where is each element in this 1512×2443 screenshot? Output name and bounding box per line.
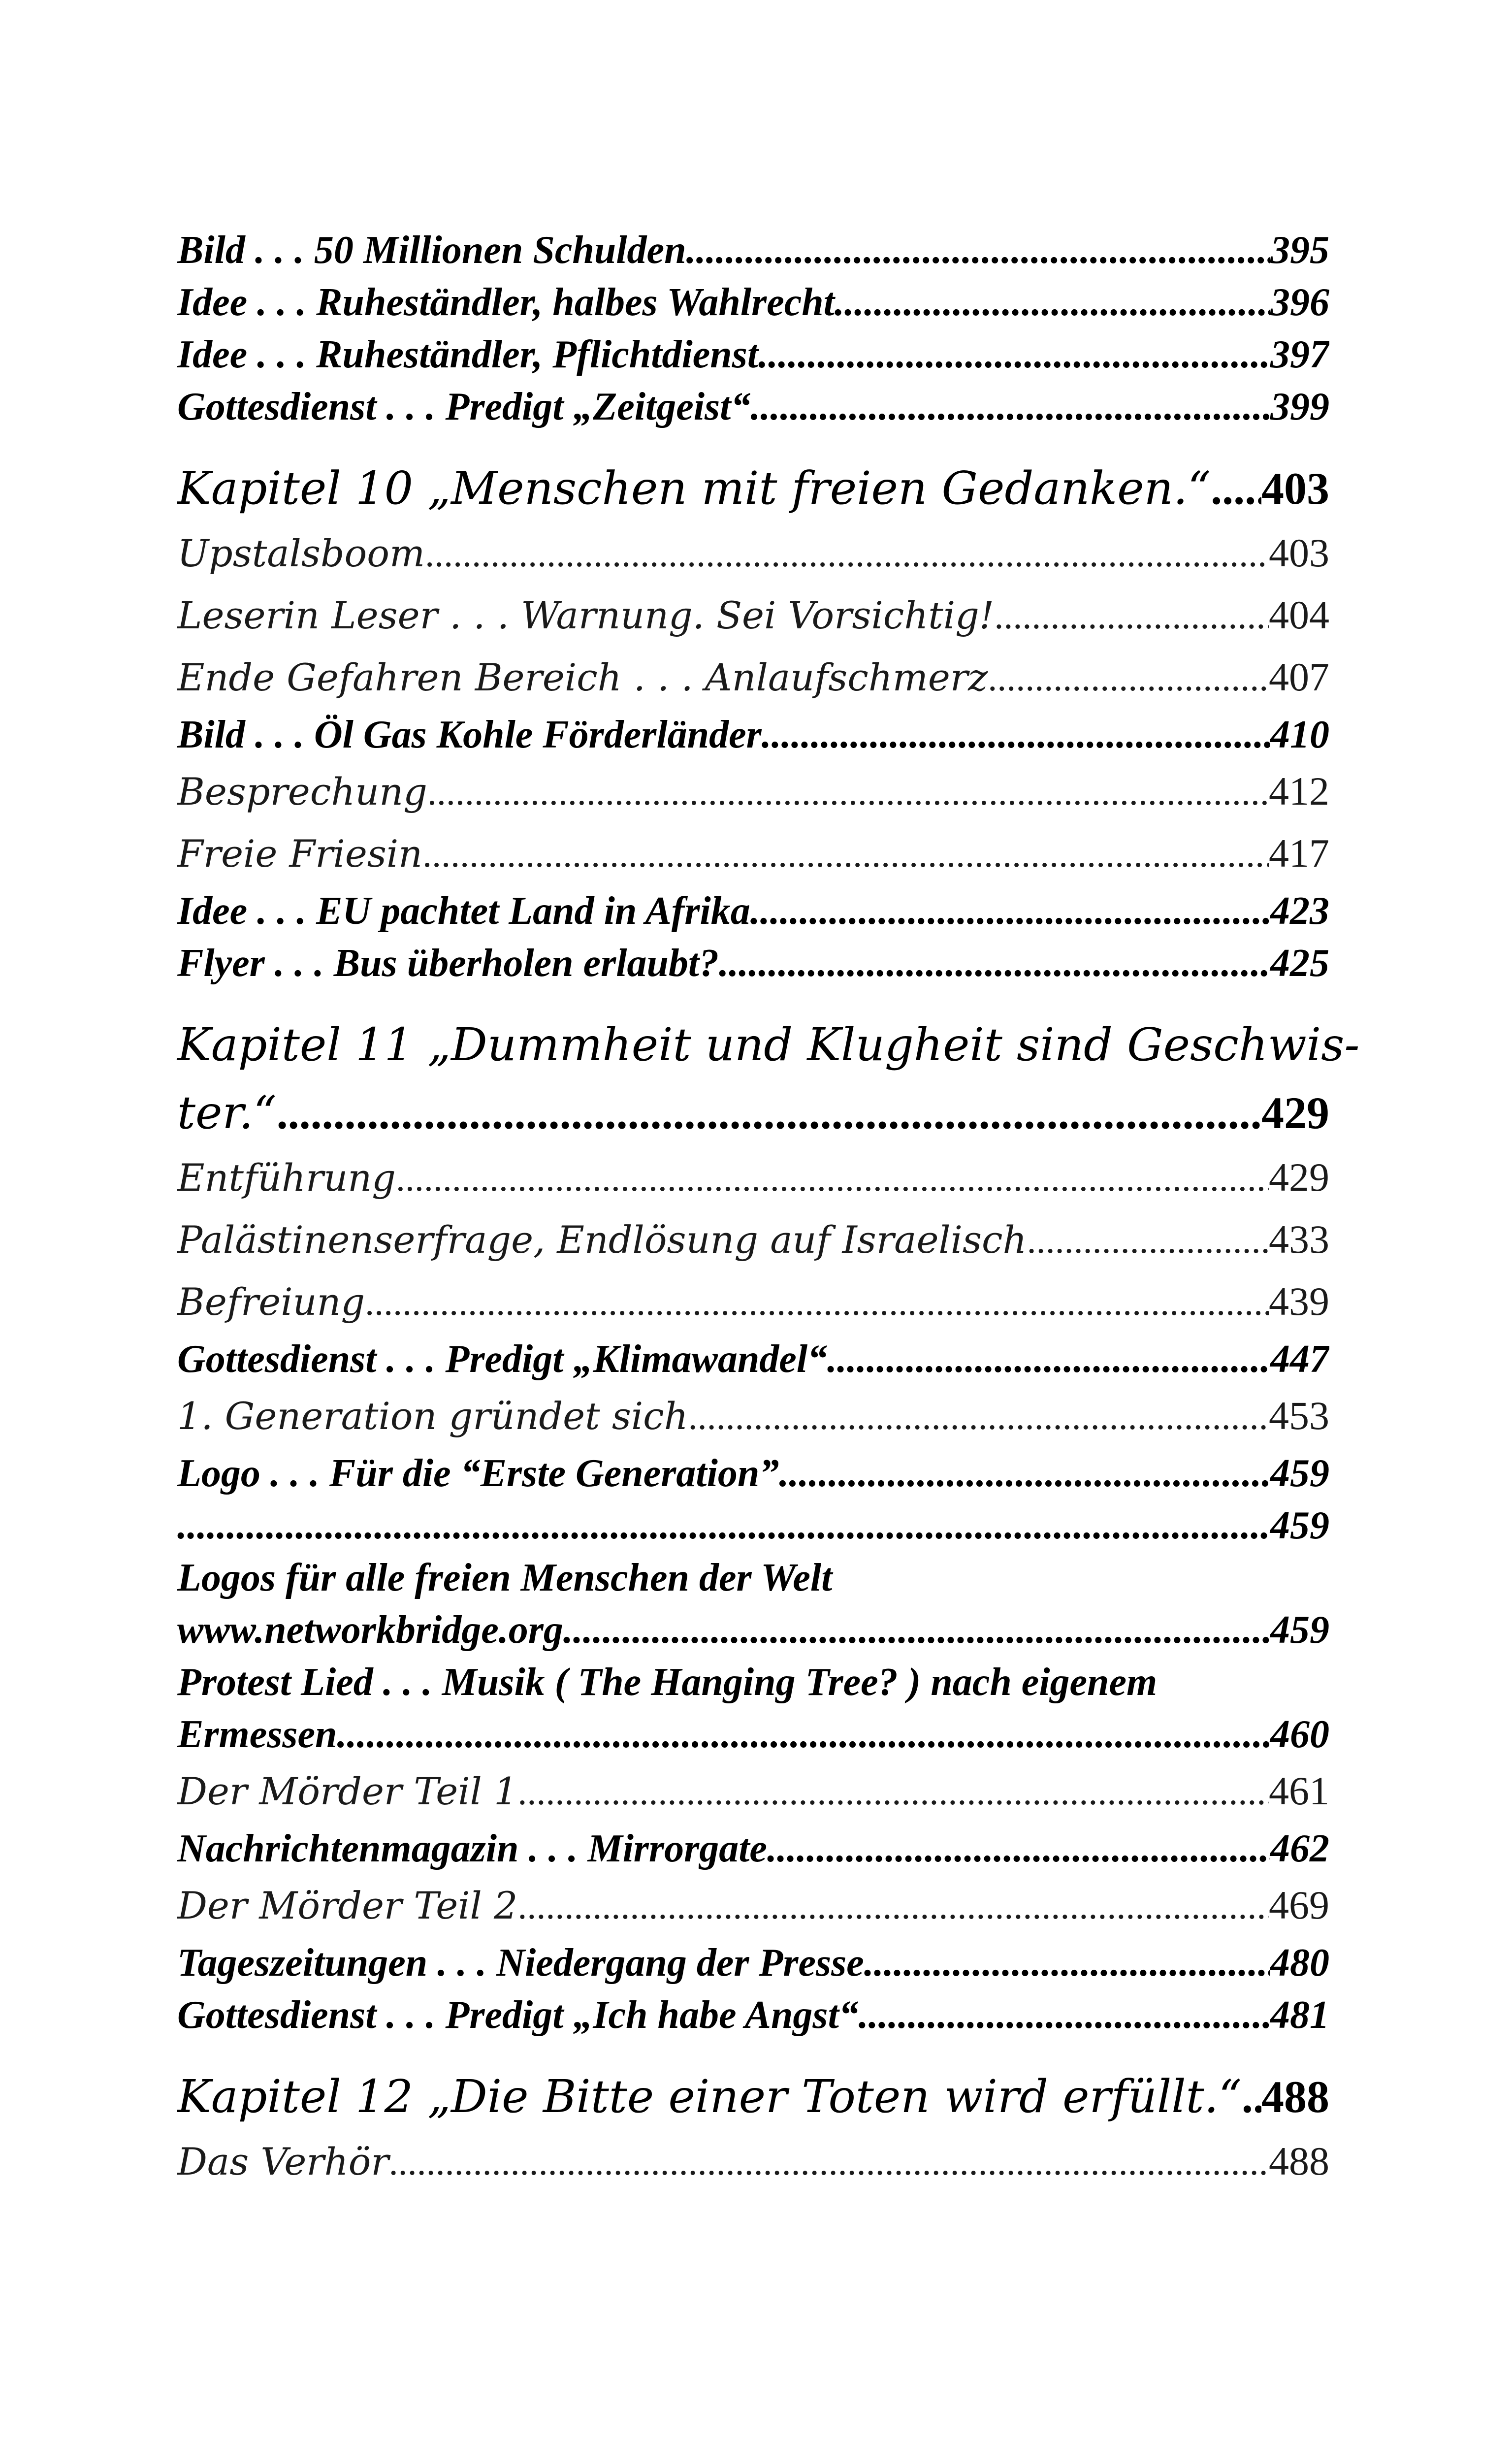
leader-dots xyxy=(422,824,1269,885)
toc-entry-title: Befreiung xyxy=(177,1280,365,1324)
toc-entry-title-line1: Logos für alle freien Menschen der Welt xyxy=(177,1556,833,1599)
toc-entry-page: 459 xyxy=(1270,1608,1329,1652)
toc-entry-title: Gottesdienst . . . Predigt „Klimawandel“ xyxy=(177,1337,828,1381)
leader-dots xyxy=(365,1272,1269,1333)
toc-entry-page: 410 xyxy=(1270,713,1329,756)
toc-entry xyxy=(177,585,1329,647)
leader-dots xyxy=(994,586,1269,647)
leader-dots xyxy=(1027,1210,1269,1271)
chapter-heading xyxy=(177,1079,1329,1147)
leader-dots xyxy=(686,224,1270,276)
leader-dots xyxy=(1242,2063,1261,2131)
chapter-page: 488 xyxy=(1261,2072,1329,2122)
leader-dots xyxy=(396,1148,1269,1209)
toc-entry-page: 453 xyxy=(1269,1393,1329,1438)
toc-entry-title: Ende Gefahren Bereich . . . Anlaufschmerz xyxy=(177,655,988,699)
toc-entry-title: Der Mörder Teil 2 xyxy=(177,1884,518,1927)
toc-entry-page: 417 xyxy=(1269,831,1329,876)
toc-entry-page: 425 xyxy=(1270,942,1329,985)
leader-dots xyxy=(563,1604,1270,1656)
leader-dots xyxy=(750,885,1270,937)
toc-entry xyxy=(177,1499,1329,1552)
toc-entry-title: Logo . . . Für die “Erste Generation” xyxy=(177,1452,779,1495)
toc-entry xyxy=(177,1604,1329,1656)
toc-entry-page: 397 xyxy=(1270,333,1329,376)
toc-entry xyxy=(177,1760,1329,1823)
leader-dots xyxy=(719,937,1270,989)
toc-entry-page: 396 xyxy=(1270,281,1329,324)
toc-entry xyxy=(177,885,1329,937)
toc-entry-title: Besprechung xyxy=(177,770,427,814)
toc-entry-title: Bild . . . 50 Millionen Schulden xyxy=(177,228,686,272)
toc-entry-title: Palästinenserfrage, Endlösung auf Israelisch xyxy=(177,1218,1027,1262)
leader-dots xyxy=(767,1823,1270,1875)
toc-entry xyxy=(177,1447,1329,1499)
toc-entry-page: 423 xyxy=(1270,889,1329,933)
toc-entry xyxy=(177,328,1329,381)
toc-entry-title: www.networkbridge.org xyxy=(177,1608,563,1652)
toc-entry-page: 404 xyxy=(1269,592,1329,637)
toc-entry xyxy=(177,1823,1329,1875)
toc-entry-page: 403 xyxy=(1269,530,1329,575)
chapter-heading xyxy=(177,455,1329,522)
toc-entry xyxy=(177,1209,1329,1271)
toc-entry-page: 469 xyxy=(1269,1883,1329,1927)
leader-dots xyxy=(688,1386,1269,1447)
leader-dots xyxy=(758,328,1270,381)
toc-entry xyxy=(177,1147,1329,1209)
toc-entry xyxy=(177,937,1329,989)
chapter-title: Kapitel 10 „Menschen mit freien Gedanken.“ xyxy=(177,462,1211,515)
toc-entry xyxy=(177,647,1329,709)
toc-entry xyxy=(177,381,1329,433)
leader-dots xyxy=(177,1499,1270,1552)
leader-dots xyxy=(750,381,1270,433)
toc-entry-title: Idee . . . Ruheständler, halbes Wahlrecht xyxy=(177,281,835,324)
toc-entry-title: Idee . . . Ruheständler, Pflichtdienst xyxy=(177,333,759,376)
toc-entry xyxy=(177,823,1329,885)
leader-dots xyxy=(779,1447,1270,1499)
chapter-title: Kapitel 12 „Die Bitte einer Toten wird erfüllt.“ xyxy=(177,2070,1242,2123)
toc-entry xyxy=(177,1937,1329,1989)
leader-dots xyxy=(988,648,1269,709)
toc-entry-title: Der Mörder Teil 1 xyxy=(177,1769,518,1813)
toc-entry-title: Das Verhör xyxy=(177,2140,389,2183)
toc-entry-title: Idee . . . EU pachtet Land in Afrika xyxy=(177,889,750,933)
toc-entry-page: 412 xyxy=(1269,769,1329,814)
leader-dots xyxy=(337,1708,1271,1760)
toc-entry-page: 407 xyxy=(1269,654,1329,699)
toc-entry-title: Leserin Leser . . . Warnung. Sei Vorsichtig! xyxy=(177,593,995,637)
toc-entry xyxy=(177,1385,1329,1447)
toc-entry-page: 462 xyxy=(1270,1827,1329,1870)
chapter-heading xyxy=(177,2063,1329,2131)
leader-dots xyxy=(864,1937,1270,1989)
leader-dots xyxy=(427,762,1269,823)
toc-entry-title: Entführung xyxy=(177,1156,396,1200)
toc-entry xyxy=(177,1708,1329,1760)
toc-entry-page: 395 xyxy=(1270,228,1329,272)
toc-entry xyxy=(177,1333,1329,1385)
toc-entry-title-line1: Protest Lied . . . Musik ( The Hanging Tree? ) nach eigenem xyxy=(177,1661,1158,1704)
toc-entry-title: Gottesdienst . . . Predigt „Zeitgeist“ xyxy=(177,385,751,428)
toc-entry-page: 447 xyxy=(1270,1337,1329,1381)
toc-entry xyxy=(177,224,1329,276)
leader-dots xyxy=(835,276,1270,328)
chapter-page: 403 xyxy=(1261,463,1329,514)
chapter-page: 429 xyxy=(1261,1088,1329,1138)
leader-dots xyxy=(859,1989,1270,2041)
toc-entry xyxy=(177,761,1329,823)
toc-entry xyxy=(177,276,1329,328)
toc-entry xyxy=(177,709,1329,761)
toc-entry xyxy=(177,1989,1329,2041)
toc-entry xyxy=(177,522,1329,585)
chapter-title: ter.“ xyxy=(177,1086,277,1139)
toc-entry-title: Nachrichtenmagazin . . . Mirrorgate xyxy=(177,1827,767,1870)
toc-entry-title: Flyer . . . Bus überholen erlaubt? xyxy=(177,942,719,985)
toc-entry-page: 488 xyxy=(1269,2139,1329,2183)
toc-entry-page: 480 xyxy=(1270,1941,1329,1985)
leader-dots xyxy=(517,1761,1269,1823)
leader-dots xyxy=(517,1876,1269,1937)
toc-entry-page: 459 xyxy=(1270,1452,1329,1495)
leader-dots xyxy=(1211,455,1261,522)
toc-entry-title: Tageszeitungen . . . Niedergang der Presse xyxy=(177,1941,864,1985)
table-of-contents xyxy=(177,224,1360,2193)
chapter-title-line1: Kapitel 11 „Dummheit und Klugheit sind Geschwis- xyxy=(177,1018,1360,1071)
toc-entry-page: 459 xyxy=(1270,1504,1329,1547)
toc-entry-page: 439 xyxy=(1269,1279,1329,1324)
leader-dots xyxy=(277,1079,1261,1147)
toc-entry-page: 461 xyxy=(1269,1768,1329,1813)
leader-dots xyxy=(425,523,1269,585)
toc-entry xyxy=(177,1271,1329,1333)
toc-entry xyxy=(177,1875,1329,1937)
toc-entry-title: Gottesdienst . . . Predigt „Ich habe Angst“ xyxy=(177,1993,859,2037)
toc-entry-page: 460 xyxy=(1270,1713,1329,1756)
toc-entry-page: 399 xyxy=(1270,385,1329,428)
toc-entry-title: Upstalsboom xyxy=(177,531,425,575)
leader-dots xyxy=(389,2132,1269,2193)
toc-entry xyxy=(177,2131,1329,2193)
leader-dots xyxy=(762,709,1270,761)
toc-entry-page: 433 xyxy=(1269,1217,1329,1262)
toc-entry-title: Ermessen xyxy=(177,1713,337,1756)
toc-entry-title: Freie Friesin xyxy=(177,832,423,876)
toc-entry-title: Bild . . . Öl Gas Kohle Förderländer xyxy=(177,713,762,756)
toc-entry-page: 429 xyxy=(1269,1155,1329,1200)
leader-dots xyxy=(827,1333,1270,1385)
toc-entry-page: 481 xyxy=(1270,1993,1329,2037)
toc-entry-title: 1. Generation gründet sich xyxy=(177,1394,688,1438)
